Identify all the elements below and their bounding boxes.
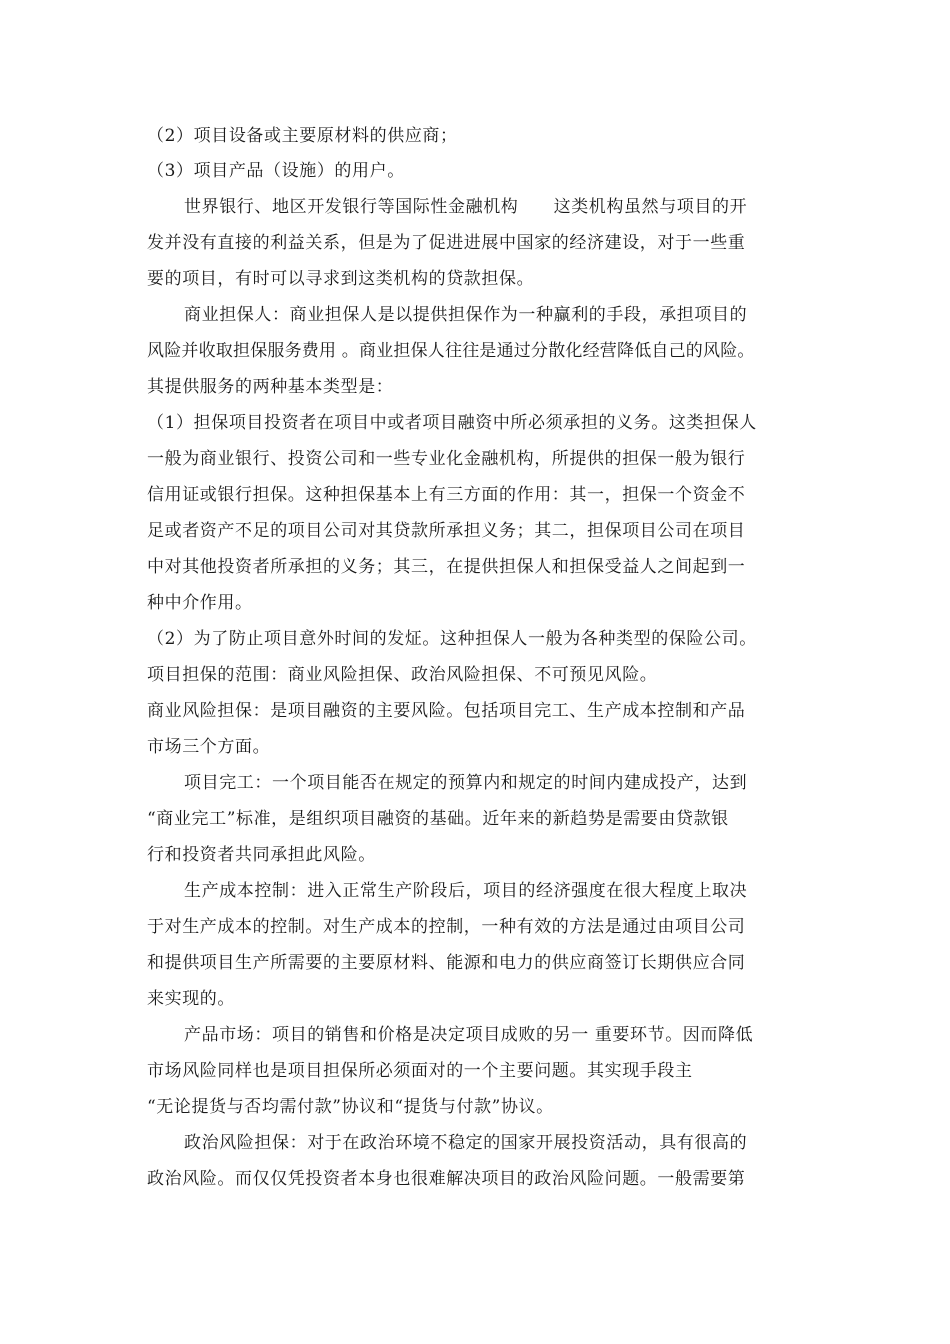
text-line: （3）项目产品（设施）的用户。	[147, 161, 405, 181]
text-line: 商业风险担保：是项目融资的主要风险。包括项目完工、生产成本控制和产品	[147, 701, 746, 721]
text-line: 政治风险。而仅仅凭投资者本身也很难解决项目的政治风险问题。一般需要第	[147, 1169, 746, 1189]
text-line: “无论提货与否均需付款”协议和“提货与付款”协议。	[147, 1097, 554, 1117]
text-line: 信用证或银行担保。这种担保基本上有三方面的作用：其一，担保一个资金不	[147, 485, 746, 505]
text-line: 行和投资者共同承担此风险。	[147, 845, 376, 865]
text-line: 市场风险同样也是项目担保所必须面对的一个主要问题。其实现手段主	[147, 1061, 693, 1081]
text-line: 市场三个方面。	[147, 737, 271, 757]
text-line: 种中介作用。	[147, 593, 253, 613]
text-line: 中对其他投资者所承担的义务；其三，在提供担保人和担保受益人之间起到一	[147, 557, 746, 577]
text-line: 发并没有直接的利益关系，但是为了促进进展中国家的经济建设，对于一些重	[147, 233, 746, 253]
text-line: （2）为了防止项目意外时间的发炡。这种担保人一般为各种类型的保险公司。	[147, 629, 757, 649]
text-line: （1）担保项目投资者在项目中或者项目融资中所必须承担的义务。这类担保人	[147, 413, 757, 433]
text-line: 产品市场：项目的销售和价格是决定项目成败的另一 重要环节。因而降低	[184, 1025, 754, 1045]
text-line: 一般为商业银行、投资公司和一些专业化金融机构，所提供的担保一般为银行	[147, 449, 746, 469]
text-line: 足或者资产不足的项目公司对其贷款所承担义务；其二，担保项目公司在项目	[147, 521, 746, 541]
text-line: 要的项目，有时可以寻求到这类机构的贷款担保。	[147, 269, 535, 289]
text-line: 其提供服务的两种基本类型是：	[147, 377, 394, 397]
text-line: 商业担保人：商业担保人是以提供担保作为一种赢利的手段，承担项目的	[184, 305, 748, 325]
text-line: 生产成本控制：进入正常生产阶段后，项目的经济强度在很大程度上取决	[184, 881, 748, 901]
text-line: 政治风险担保：对于在政治环境不稳定的国家开展投资活动，具有很高的	[184, 1133, 748, 1153]
text-line: 于对生产成本的控制。对生产成本的控制，一种有效的方法是通过由项目公司	[147, 917, 746, 937]
text-line: 世界银行、地区开发银行等国际性金融机构 这类机构虽然与项目的开	[184, 197, 748, 217]
text-line: 来实现的。	[147, 989, 235, 1009]
text-line: 风险并收取担保服务费用 。商业担保人往往是通过分散化经营降低自己的风险。	[147, 341, 755, 361]
text-line: “商业完工”标准，是组织项目融资的基础。近年来的新趋势是需要由贷款银	[147, 809, 729, 829]
text-line: 和提供项目生产所需要的主要原材料、能源和电力的供应商签订长期供应合同	[147, 953, 746, 973]
text-line: 项目担保的范围：商业风险担保、政治风险担保、不可预见风险。	[147, 665, 658, 685]
text-line: 项目完工：一个项目能否在规定的预算内和规定的时间内建成投产，达到	[184, 773, 748, 793]
text-line: （2）项目设备或主要原材料的供应商；	[147, 126, 458, 146]
